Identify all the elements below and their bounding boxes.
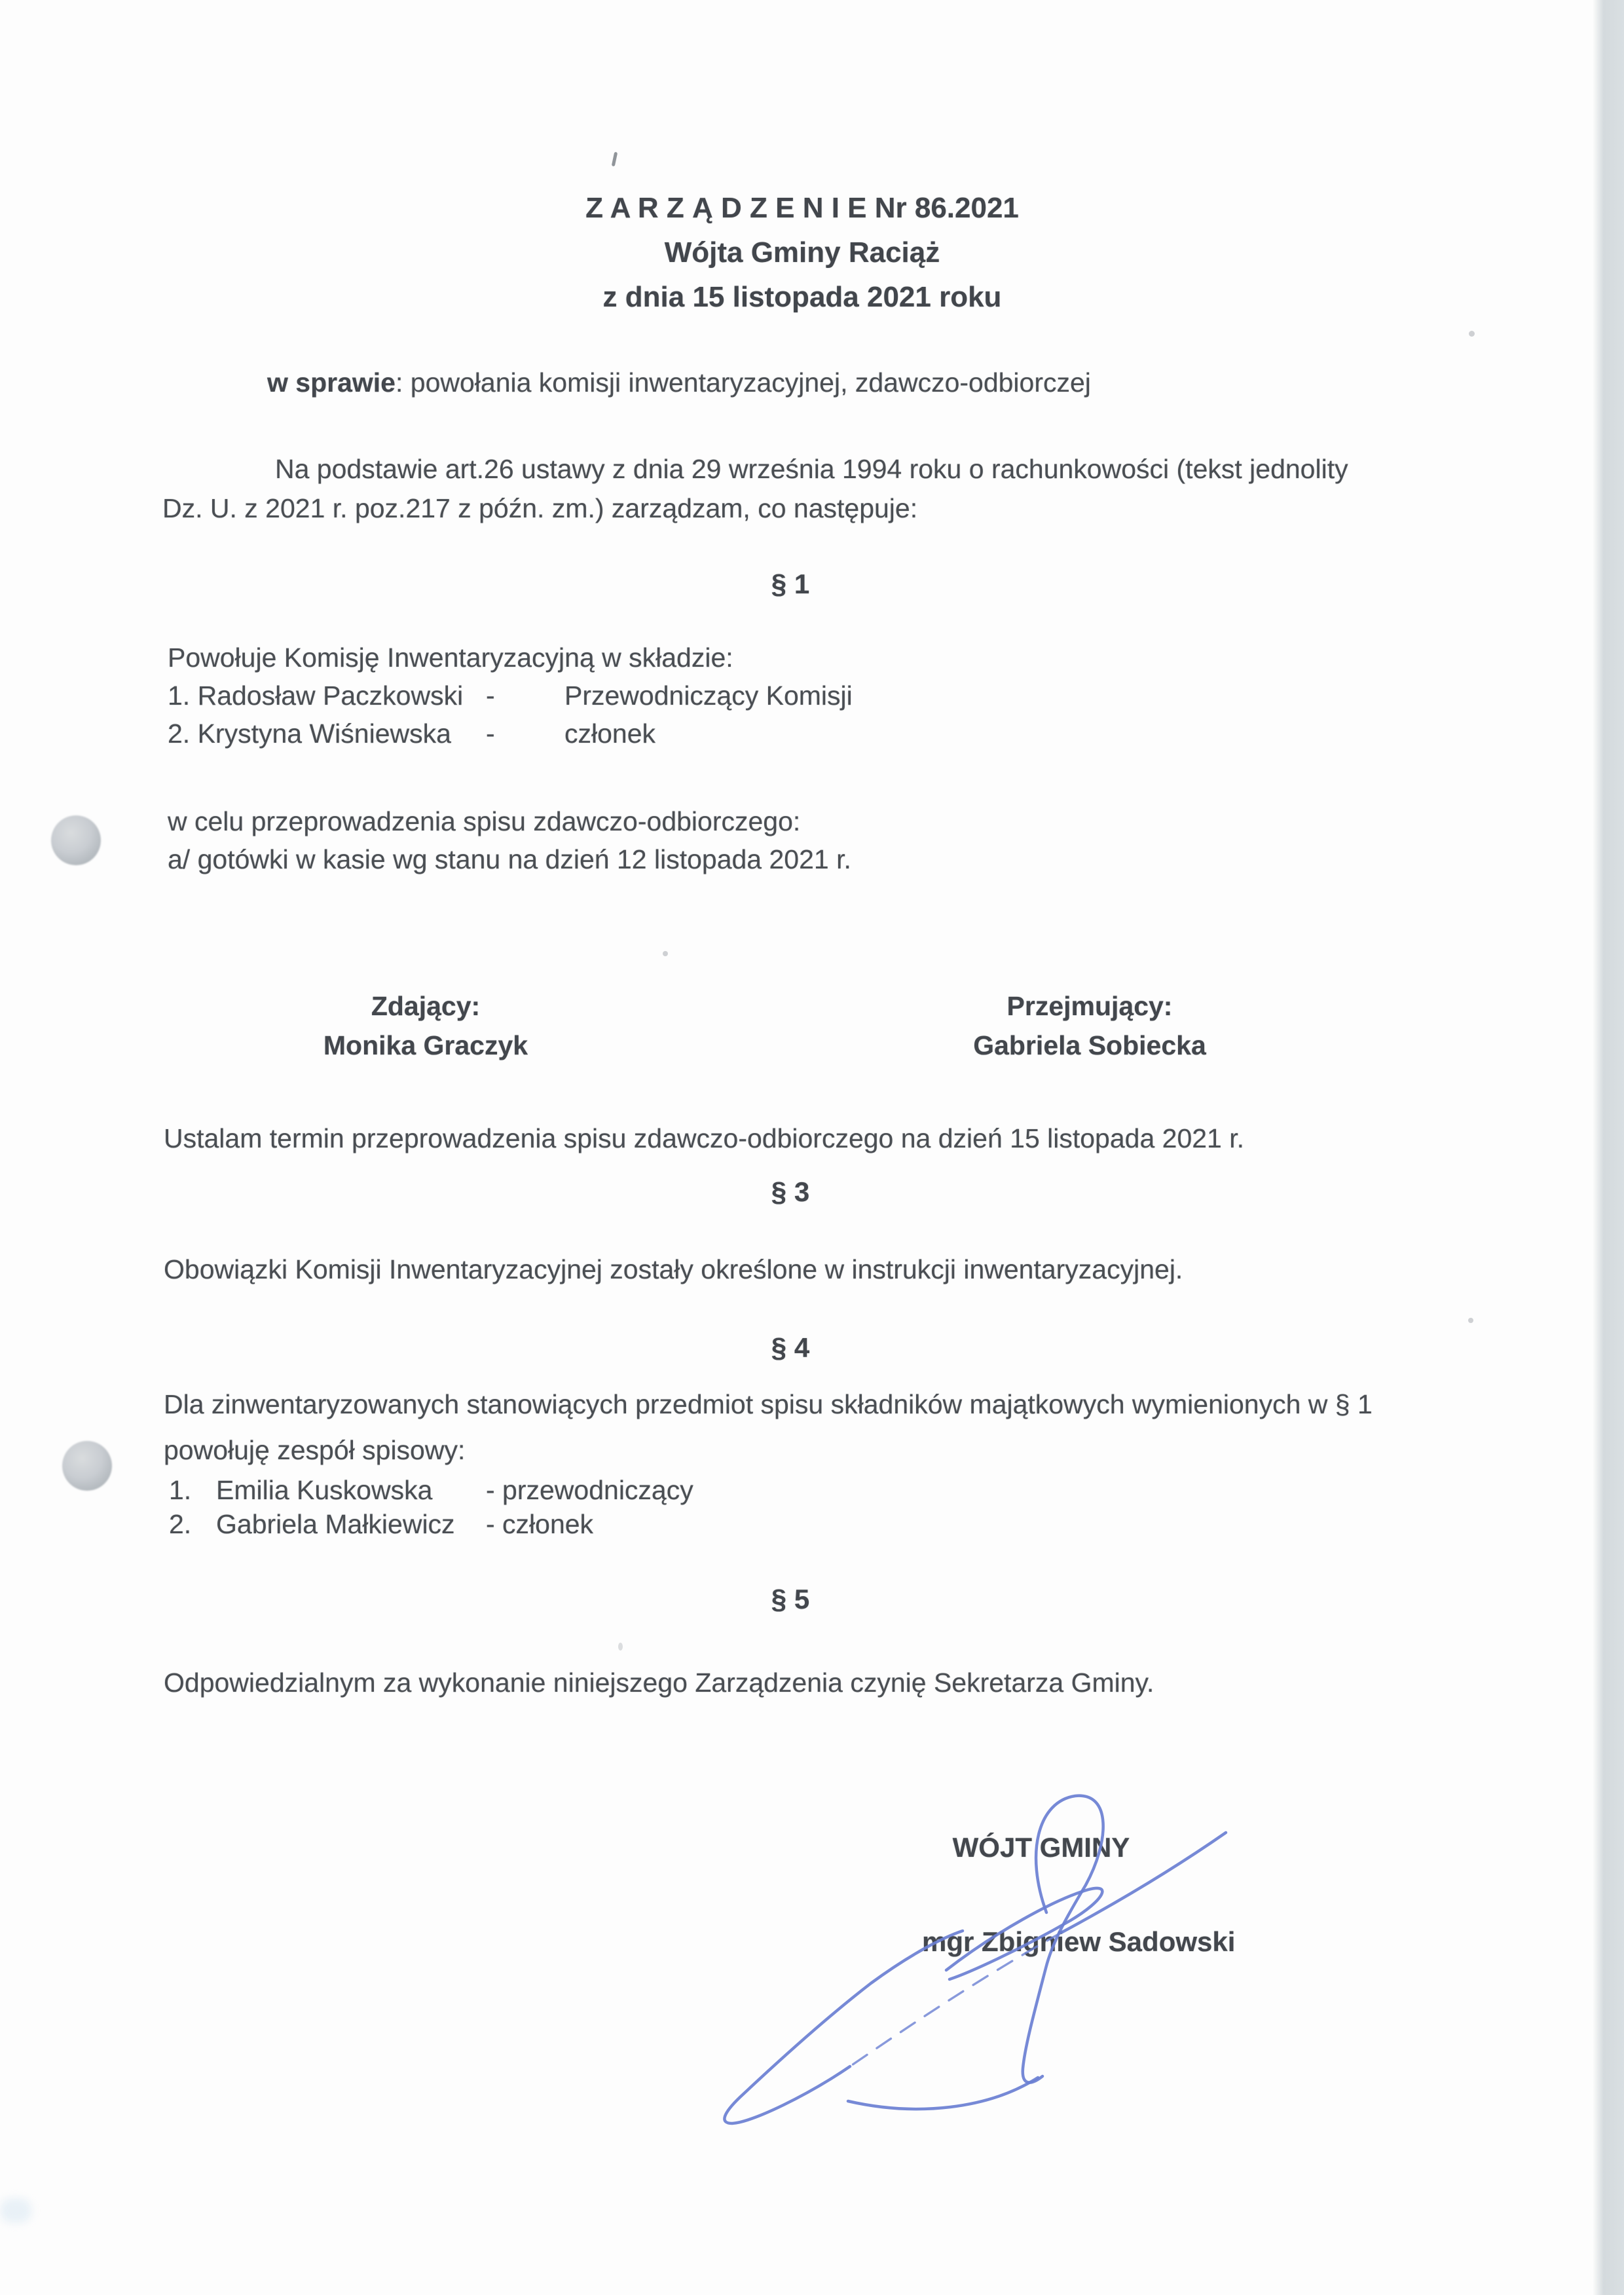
section-4-heading: § 4 — [771, 1332, 810, 1363]
signatory-title: WÓJT GMINY — [952, 1832, 1130, 1863]
handover-left-title: Zdający: — [371, 991, 481, 1021]
subject-text: : powołania komisji inwentaryzacyjnej, zdawczo-odbiorczej — [395, 367, 1091, 398]
date-title: z dnia 15 listopada 2021 roku — [602, 281, 1002, 313]
purpose-line-2: a/ gotówki w kasie wg stanu na dzień 12 listopada 2021 r. — [168, 844, 851, 874]
scan-speck — [612, 152, 618, 167]
scan-smudge — [0, 2198, 31, 2223]
section-5-text: Odpowiedzialnym za wykonanie niniejszego Zarządzenia czynię Sekretarza Gminy. — [164, 1668, 1154, 1698]
section-4-intro-2: powołuję zespół spisowy: — [164, 1435, 466, 1465]
hole-punch-top — [51, 815, 101, 865]
scan-speck — [663, 951, 668, 956]
team-num: 2. — [169, 1509, 192, 1539]
section-1-heading: § 1 — [771, 569, 810, 599]
handover-left-name: Monika Graczyk — [323, 1030, 528, 1060]
scan-speck — [618, 1643, 623, 1651]
member-dash: - — [486, 681, 495, 711]
subject-label: w sprawie — [267, 367, 396, 398]
handover-right-name: Gabriela Sobiecka — [973, 1030, 1206, 1060]
subject-line — [267, 367, 1091, 399]
member-role: członek — [564, 718, 656, 749]
issuer-title: Wójta Gminy Raciąż — [664, 236, 940, 269]
scan-edge-shadow — [1593, 0, 1624, 2295]
signature-ink — [707, 1778, 1244, 2135]
section-5-heading: § 5 — [771, 1584, 810, 1614]
legal-basis-line-2: Dz. U. z 2021 r. poz.217 z późn. zm.) zarządzam, co następuje: — [162, 493, 918, 523]
hole-punch-bottom — [62, 1441, 112, 1491]
signatory-name: mgr Zbigniew Sadowski — [922, 1926, 1236, 1957]
scan-speck — [1468, 1318, 1473, 1323]
section-4-intro-1: Dla zinwentaryzowanych stanowiących przedmiot spisu składników majątkowych wymienionych w § 1 — [164, 1389, 1373, 1419]
purpose-line-1: w celu przeprowadzenia spisu zdawczo-odbiorczego: — [168, 806, 801, 836]
team-role: - przewodniczący — [486, 1475, 693, 1505]
team-name: Emilia Kuskowska — [216, 1475, 433, 1505]
member-role: Przewodniczący Komisji — [564, 681, 853, 711]
handover-right-title: Przejmujący: — [1006, 991, 1173, 1021]
team-role: - członek — [486, 1509, 594, 1539]
commission-intro: Powołuje Komisję Inwentaryzacyjną w składzie: — [168, 643, 733, 673]
member-dash: - — [486, 718, 495, 749]
section-3-heading: § 3 — [771, 1176, 810, 1207]
member-name: 2. Krystyna Wiśniewska — [168, 718, 451, 749]
team-name: Gabriela Małkiewicz — [216, 1509, 455, 1539]
scan-speck — [1469, 331, 1475, 337]
term-line: Ustalam termin przeprowadzenia spisu zdawczo-odbiorczego na dzień 15 listopada 2021 r. — [164, 1123, 1245, 1153]
legal-basis-line-1: Na podstawie art.26 ustawy z dnia 29 września 1994 roku o rachunkowości (tekst jednolity — [275, 454, 1348, 484]
order-number-title: Z A R Z Ą D Z E N I E Nr 86.2021 — [585, 192, 1019, 224]
team-num: 1. — [169, 1475, 192, 1505]
section-3-text: Obowiązki Komisji Inwentaryzacyjnej zostały określone w instrukcji inwentaryzacyjnej. — [164, 1254, 1183, 1284]
member-name: 1. Radosław Paczkowski — [168, 681, 464, 711]
